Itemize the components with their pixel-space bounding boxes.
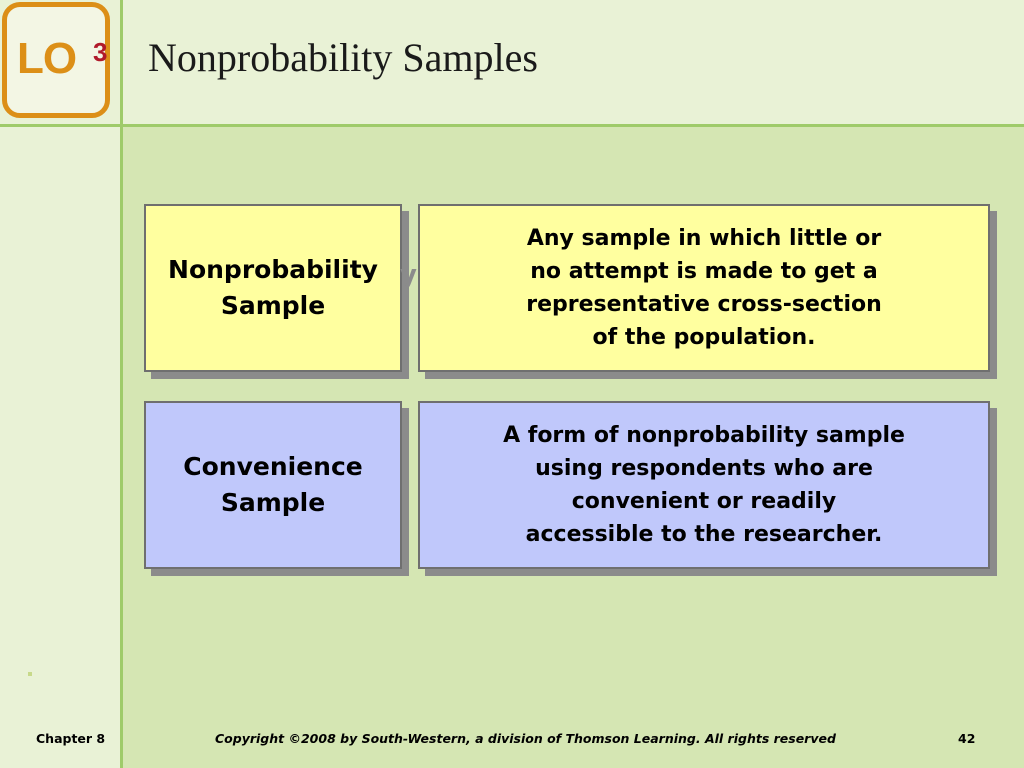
learning-objective-badge xyxy=(2,2,110,118)
definition-line: using respondents who are xyxy=(535,456,873,481)
term-line: Convenience xyxy=(183,452,363,481)
definition-line: of the population. xyxy=(592,325,816,350)
term-nonprobability-sample xyxy=(168,252,378,324)
definition-line: representative cross-section xyxy=(526,292,882,317)
left-divider xyxy=(120,0,123,768)
header-divider xyxy=(0,124,1024,127)
term-box-nonprobability xyxy=(144,204,402,372)
definition-nonprobability-sample xyxy=(514,222,894,354)
left-band xyxy=(0,124,120,768)
definition-box-convenience xyxy=(418,401,990,569)
footer-chapter: Chapter 8 xyxy=(36,731,106,746)
definition-box-nonprobability xyxy=(418,204,990,372)
slide-title: Nonprobability Samples xyxy=(148,35,538,80)
definition-line: accessible to the researcher. xyxy=(525,522,883,547)
term-line: Sample xyxy=(220,488,326,517)
definition-convenience-sample xyxy=(491,419,917,551)
term-line: Sample xyxy=(220,291,326,320)
term-box-convenience xyxy=(144,401,402,569)
definition-line: A form of nonprobability sample xyxy=(503,423,905,448)
term-convenience-sample xyxy=(183,449,362,521)
ghost-glyph: y xyxy=(400,260,417,290)
definition-line: no attempt is made to get a xyxy=(530,259,878,284)
decorative-dot xyxy=(28,672,32,676)
lo-label: LO xyxy=(17,34,77,83)
footer-copyright: Copyright ©2008 by South-Western, a division of Thomson Learning. All rights reserved xyxy=(215,731,836,746)
lo-number: 3 xyxy=(93,37,108,67)
definition-line: Any sample in which little or xyxy=(526,226,882,251)
term-line: Nonprobability xyxy=(168,255,378,284)
definition-line: convenient or readily xyxy=(571,489,837,514)
footer-page-number: 42 xyxy=(958,731,976,746)
